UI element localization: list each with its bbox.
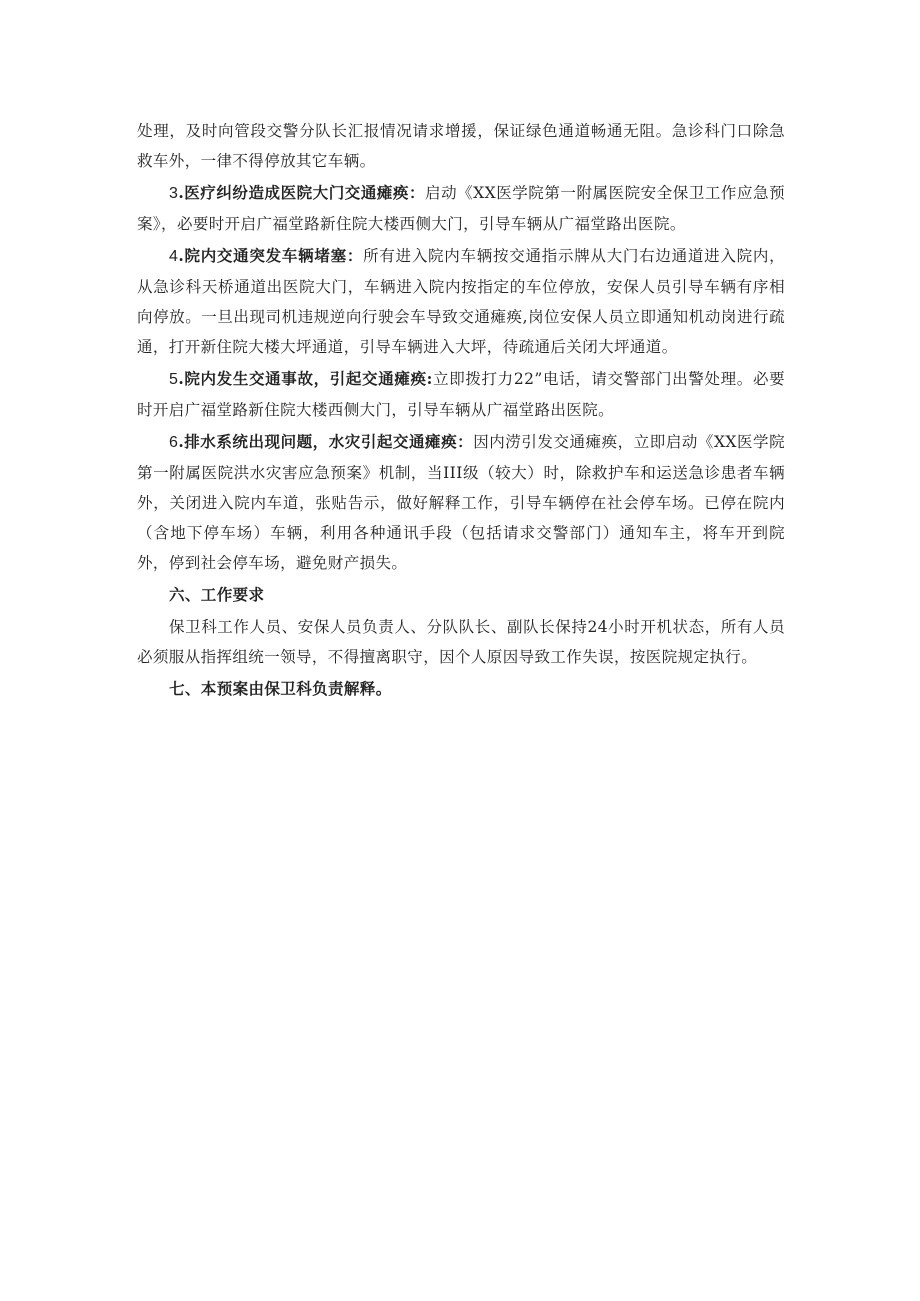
paragraph-interpretation: [137, 674, 785, 704]
item-heading: .院内发生交通事故，引起交通瘫痪:: [178, 369, 433, 388]
paragraph-body: 因内涝引发交通瘫痪，立即启动《XX医学院第一附属医院洪水灾害应急预案》机制，当III级（较大）时，除救护车和运送急诊患者车辆外，关闭进入院内车道，张贴告示，做好解释工作，引导车辆停在社会停车场。已停在院内（含地下停车场）车辆，利用各种通讯手段（包括请求交警部门）通知车主，将车开到院外，停到社会停车场，避免财产损失。: [137, 433, 786, 572]
section-heading: 六、工作要求: [169, 585, 265, 604]
item-heading: .医疗纠纷造成医院大门交通瘫痪：: [178, 183, 426, 202]
section-heading-work-requirements: [137, 580, 785, 610]
document-page: [137, 116, 785, 706]
paragraph-item-4: [137, 241, 785, 362]
item-number: 5: [169, 371, 179, 388]
paragraph-body: 立即拨打力22”电话，请交警部门出警处理。必要时开启广福堂路新住院大楼西侧大门，引导车辆从广福堂路出医院。: [137, 370, 785, 419]
paragraph-item-5: [137, 364, 785, 425]
paragraph-continuation: [137, 116, 785, 176]
paragraph-work-requirements: [137, 612, 785, 672]
paragraph-item-3: [137, 178, 785, 239]
paragraph-body: 所有进入院内车辆按交通指示牌从大门右边通道进入院内，从急诊科天桥通道出医院大门，车辆进入院内按指定的车位停放，安保人员引导车辆有序相向停放。一旦出现司机违规逆向行驶会车导致交通瘫痪,岗位安保人员立即通知机动岗进行疏通，打开新住院大楼大坪通道，引导车辆进入大坪，待疏通后关闭大坪通道。: [137, 247, 785, 356]
item-heading: .院内交通突发车辆堵塞：: [178, 246, 364, 265]
paragraph-body: 启动《XX医学院第一附属医院安全保卫工作应急预案》，必要时开启广福堂路新住院大楼西侧大门，引导车辆从广福堂路出医院。: [137, 184, 785, 233]
paragraph-body: 处理，及时向管段交警分队长汇报情况请求增援，保证绿色通道畅通无阻。急诊科门口除急救车外，一律不得停放其它车辆。: [137, 122, 785, 170]
item-number: 6: [169, 434, 179, 451]
item-number: 4: [169, 248, 179, 265]
item-heading: .排水系统出现问题，水灾引起交通瘫痪：: [178, 432, 474, 451]
item-number: 3: [169, 185, 179, 202]
paragraph-body: 保卫科工作人员、安保人员负责人、分队队长、副队长保持24小时开机状态，所有人员必须服从指挥组统一领导，不得擅离职守，因个人原因导致工作失误，按医院规定执行。: [137, 618, 785, 666]
paragraph-item-6: [137, 427, 785, 578]
section-heading: 七、本预案由保卫科负责解释。: [169, 679, 392, 698]
